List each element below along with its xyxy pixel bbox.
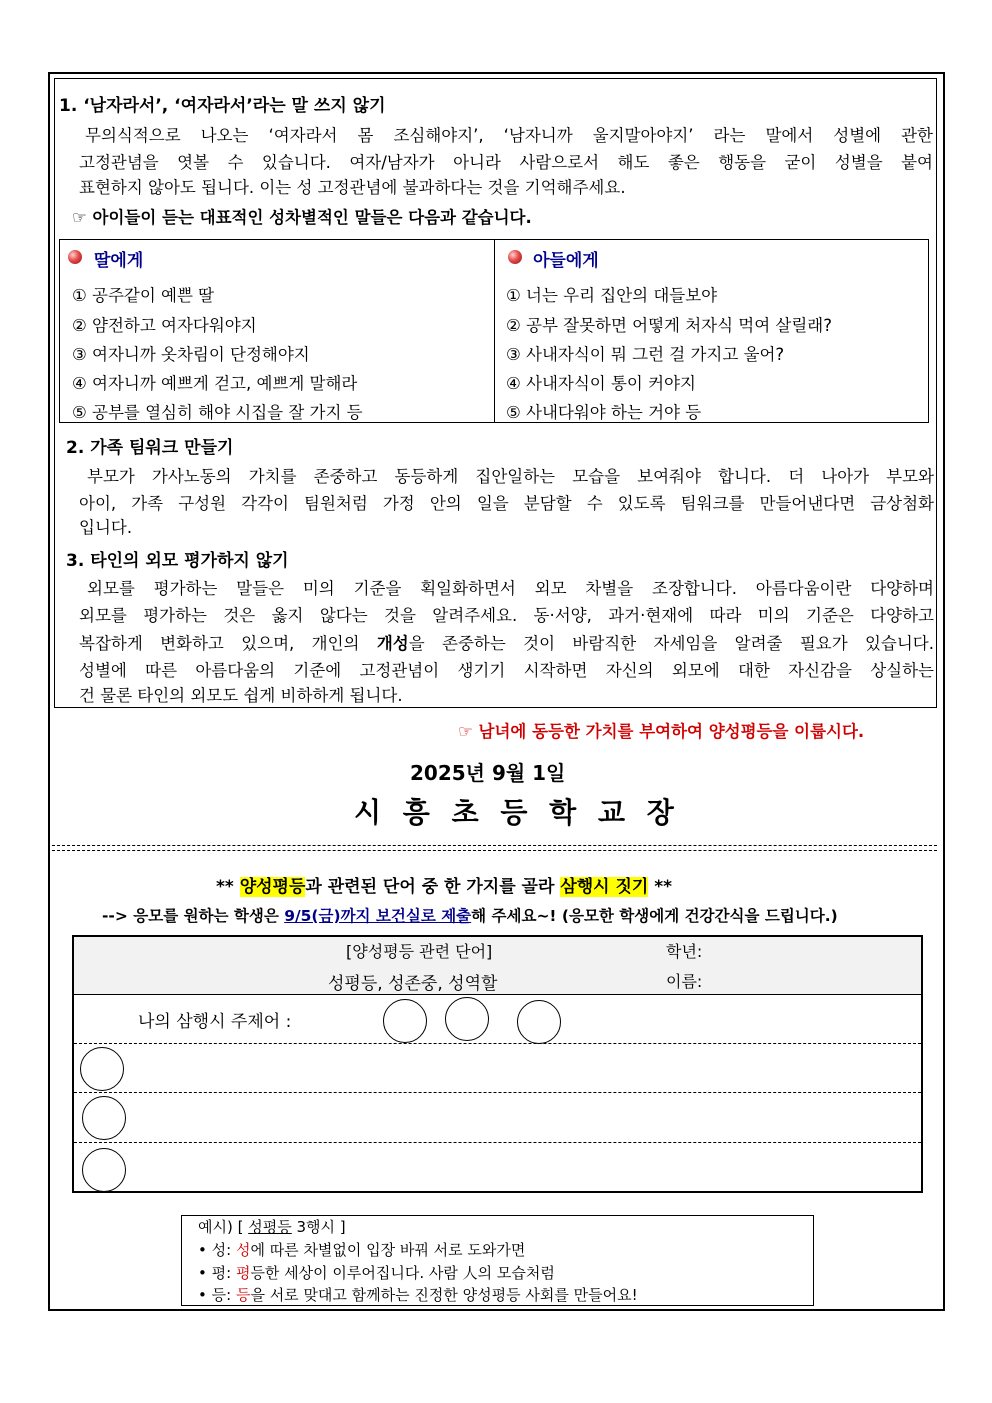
son-item: ④ 사내자식이 통이 커야지: [506, 374, 696, 393]
line-circle[interactable]: [80, 1047, 124, 1091]
principal-title: 시 흥 초 등 학 교 장: [354, 796, 680, 829]
section1-line3: 표현하지 않아도 됩니다. 이는 성 고정관념에 불과하다는 것을 기억해주세요.: [79, 178, 626, 197]
line-circle[interactable]: [82, 1148, 126, 1192]
contest-sub-c: 해 주세요~! (응모한 학생에게 건강간식을 드립니다.): [471, 907, 838, 925]
line-divider: [74, 1142, 921, 1143]
topic-circle[interactable]: [383, 999, 427, 1043]
section1-line2: 고정관념을 엿볼 수 있습니다. 여자/남자가 아니라 사람으로서 해도 좋은 행동을 굳이 성별을 붙여: [79, 153, 933, 172]
son-title: 아들에게: [533, 251, 599, 271]
example-line: [198, 1284, 638, 1305]
contest-subtext: [102, 904, 838, 926]
example-line: [198, 1239, 525, 1260]
section3-line1: 외모를 평가하는 말들은 미의 기준을 획일화하면서 외모 차별을 조장합니다. 아름다움이란 다양하며: [87, 579, 934, 598]
example-line-text: 에 따른 차별없이 입장 바꿔 서로 도와가면: [250, 1241, 526, 1259]
bullet-ball-icon: [508, 250, 522, 264]
form-header: [74, 937, 921, 995]
contest-keyword: 양성평등: [239, 877, 306, 897]
section1-note: ☞ 아이들이 듣는 대표적인 성차별적인 말들은 다음과 같습니다.: [72, 208, 532, 227]
section3-line3: [79, 630, 934, 654]
example-line-label: • 성:: [198, 1241, 236, 1259]
son-item: ⑤ 사내다워야 하는 거야 등: [506, 403, 702, 422]
table-divider: [494, 240, 495, 422]
section2-line3: 입니다.: [79, 518, 133, 537]
line-divider: [74, 1043, 921, 1044]
keyword-personality: 개성: [376, 634, 409, 653]
words-label: [양성평등 관련 단어]: [346, 942, 493, 961]
section2-title: 2. 가족 팀워크 만들기: [66, 438, 234, 458]
section3-title: 3. 타인의 외모 평가하지 않기: [66, 551, 289, 571]
contest-suffix: **: [648, 877, 673, 897]
daughter-title: 딸에게: [94, 251, 144, 271]
grade-label: 학년:: [666, 942, 703, 961]
daughter-item: ① 공주같이 예쁜 딸: [72, 286, 215, 305]
section1-title: 1. ‘남자라서’, ‘여자라서’라는 말 쓰지 않기: [59, 96, 386, 116]
contest-mid: 과 관련된 단어 중 한 가지를 골라: [305, 877, 561, 897]
slogan: ☞ 남녀에 동등한 가치를 부여하여 양성평등을 이룹시다.: [458, 722, 865, 741]
son-item: ② 공부 잘못하면 어떻게 처자식 먹여 살릴래?: [506, 316, 832, 335]
example-line-label: • 평:: [198, 1264, 236, 1282]
son-item: ③ 사내자식이 뭐 그런 걸 가지고 울어?: [506, 345, 785, 364]
examples-table: [59, 239, 929, 423]
example-heading: [198, 1216, 346, 1237]
example-line-initial: 성: [235, 1241, 251, 1259]
example-head-a: 예시) [: [198, 1218, 249, 1236]
example-line-label: • 등:: [198, 1286, 236, 1304]
daughter-item: ⑤ 공부를 열심히 해야 시집을 잘 가지 등: [72, 403, 363, 422]
example-line-initial: 평: [235, 1264, 251, 1282]
daughter-item: ④ 여자니까 예쁘게 걷고, 예쁘게 말해라: [72, 374, 358, 393]
section3-line2: 외모를 평가하는 것은 옳지 않다는 것을 알려주세요. 동·서양, 과거·현재에 따라 미의 기준은 다양하고: [79, 606, 934, 625]
name-label: 이름:: [666, 972, 703, 991]
daughter-item: ② 얌전하고 여자다워야지: [72, 316, 257, 335]
poem-form: [72, 935, 923, 1193]
example-head-b: 3행시 ]: [291, 1218, 346, 1236]
contest-task: 삼행시 짓기: [560, 877, 649, 897]
contest-deadline: 9/5(금)까지 보건실로 제출: [284, 907, 472, 925]
section2-line1: 부모가 가사노동의 가치를 존중하고 동등하게 집안일하는 모습을 보여줘야 합니다. 더 나아가 부모와: [87, 467, 934, 486]
section3-line3a: 복잡하게 변화하고 있으며, 개인의: [79, 634, 377, 653]
line-circle[interactable]: [82, 1096, 126, 1140]
example-line-initial: 등: [235, 1286, 251, 1304]
line-divider: [74, 1092, 921, 1093]
topic-circle[interactable]: [517, 1000, 561, 1044]
example-line-text: 등한 세상이 이루어집니다. 사람 人의 모습처럼: [250, 1264, 555, 1282]
section2-line2: 아이, 가족 구성원 각각이 팀원처럼 가정 안의 일을 분담할 수 있도록 팀워크를 만들어낸다면 금상첨화: [79, 494, 934, 513]
section3-line5: 건 물론 타인의 외모도 쉽게 비하하게 됩니다.: [79, 686, 403, 705]
example-box: [181, 1215, 814, 1306]
contest-sub-a: --> 응모를 원하는 학생은: [102, 907, 285, 925]
bullet-ball-icon: [68, 250, 82, 264]
topic-label: 나의 삼행시 주제어 :: [138, 1012, 292, 1032]
separator-line: [52, 845, 937, 851]
contest-prefix: **: [216, 877, 240, 897]
section3-line3b: 을 존중하는 것이 바람직한 자세임을 알려줄 필요가 있습니다.: [408, 634, 934, 653]
topic-circle[interactable]: [445, 997, 489, 1041]
son-item: ① 너는 우리 집안의 대들보야: [506, 286, 718, 305]
daughter-item: ③ 여자니까 옷차림이 단정해야지: [72, 345, 310, 364]
contest-heading: [216, 872, 672, 897]
example-line-text: 을 서로 맞대고 함께하는 진정한 양성평등 사회를 만들어요!: [250, 1286, 638, 1304]
example-line: [198, 1262, 555, 1283]
words-list: 성평등, 성존중, 성역할: [328, 974, 498, 994]
section1-line1: 무의식적으로 나오는 ‘여자라서 몸 조심해야지’, ‘남자니까 울지말아야지’ 라는 말에서 성별에 관한: [85, 126, 933, 145]
example-head-word: 성평등: [248, 1218, 292, 1236]
date: 2025년 9월 1일: [410, 761, 566, 785]
section3-line4: 성별에 따른 아름다움의 기준에 고정관념이 생기기 시작하면 자신의 외모에 대한 자신감을 상실하는: [79, 661, 934, 680]
